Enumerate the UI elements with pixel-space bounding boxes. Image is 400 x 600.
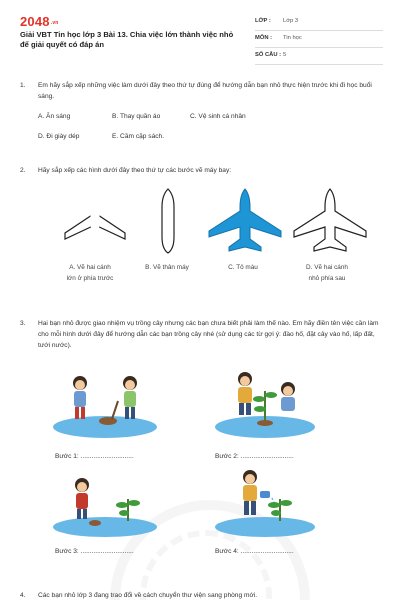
question-text: Em hãy sắp xếp những việc làm dưới đây theo thứ tự đúng để hướng dẫn bạn nhỏ thực hiện trước khi đi học buổi sáng.	[38, 82, 372, 100]
meta-row-class	[255, 14, 383, 31]
plane-outline-shape	[294, 189, 366, 251]
illustration-step-1	[50, 365, 160, 440]
meta-row-count	[255, 48, 383, 65]
option-a: A. Ăn sáng	[38, 113, 71, 120]
plane-figure-b	[148, 185, 188, 255]
question-number: 3.	[20, 320, 26, 327]
question-number: 2.	[20, 167, 26, 174]
meta-key: MÔN :	[255, 35, 273, 41]
option-e: E. Cầm cặp sách.	[112, 133, 165, 140]
option-b: B. Thay quần áo	[112, 113, 161, 120]
question-text: Các bạn nhỏ lớp 3 đang trao đổi về cách chuyển thư viện sang phòng mới.	[38, 592, 258, 599]
caption-b: B. Vẽ thân máy	[145, 264, 189, 271]
option-c: C. Vệ sinh cá nhân	[190, 113, 246, 120]
option-d: D. Đi giày dép	[38, 133, 80, 140]
document-title: Giải VBT Tin học lớp 3 Bài 13. Chia việc lớn thành việc nhỏ để giải quyết có đáp án	[20, 30, 234, 49]
question-text: Hai bạn nhỏ được giao nhiệm vụ trồng cây nhưng các bạn chưa biết phải làm thế nào. Em hãy điền tên việc cần làm cho mỗi hình dưới đây để hướng dẫn các bạn trồng cây nhé (sử dụng các từ gợi ý: đào hố, đặt cây vào hố, lấp đất, tưới nước).	[38, 320, 379, 349]
illustration-step-3	[50, 465, 160, 540]
question-number: 1.	[20, 82, 26, 89]
question-number: 4.	[20, 592, 26, 599]
meta-value: 5	[283, 52, 287, 58]
step-2-label[interactable]: Bước 2: .............................	[215, 453, 294, 460]
question-text: Hãy sắp xếp các hình dưới đây theo thứ tự các bước vẽ máy bay:	[38, 167, 232, 174]
illustration-step-4	[210, 465, 320, 540]
step-3-label[interactable]: Bước 3: .............................	[55, 548, 134, 555]
site-logo[interactable]: 2048.vn	[20, 14, 59, 29]
meta-row-subject	[255, 31, 383, 48]
plane-filled-shape	[209, 189, 281, 251]
step-1-label[interactable]: Bước 1: .............................	[55, 453, 134, 460]
caption-d: D. Vẽ hai cánh nhỏ phía sau	[306, 264, 348, 282]
meta-value: Lớp 3	[283, 18, 299, 24]
plane-figure-a	[55, 185, 135, 255]
illustration-step-2	[210, 365, 320, 440]
caption-c: C. Tô màu	[228, 264, 258, 271]
meta-value: Tin học	[283, 35, 302, 41]
plane-body-outline	[162, 189, 174, 253]
meta-table	[255, 14, 383, 65]
plane-figure-d	[290, 185, 370, 255]
meta-key: LỚP :	[255, 18, 271, 24]
caption-a: A. Vẽ hai cánh lớn ở phía trước	[66, 264, 114, 282]
step-4-label[interactable]: Bước 4: .............................	[215, 548, 294, 555]
plane-figure-c	[205, 185, 285, 255]
meta-key: SỐ CÂU :	[255, 52, 282, 58]
